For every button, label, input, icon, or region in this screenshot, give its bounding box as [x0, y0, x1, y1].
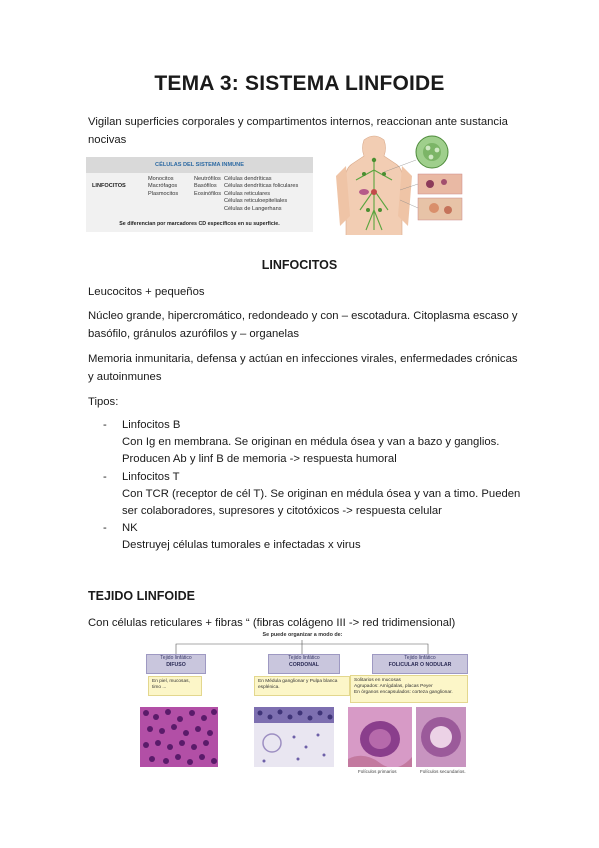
- note-line: Solitarios en mucosas: [354, 678, 401, 683]
- box-label: Tejido linfático: [160, 655, 192, 661]
- histology-difuso-image: [140, 707, 218, 767]
- type-desc: Con Ig en membrana. Se originan en médula ósea y van a bazo y ganglios. Producen Ab y linf B de memoria -> respuesta humoral: [122, 436, 500, 466]
- type-name: NK: [122, 522, 138, 535]
- box-title: DIFUSO: [166, 662, 186, 668]
- table-cell: Células dendríticas: [224, 176, 272, 182]
- table-cell: Monocitos: [148, 176, 174, 182]
- box-cordonal: [268, 654, 340, 674]
- linfocitos-p1: Leucocitos + pequeños: [88, 286, 205, 298]
- table-footer: Se diferencian por marcadores CD específicos en su superficie.: [119, 221, 280, 227]
- note-line: Agrupados: Amígdalas, placas Peyer: [354, 684, 433, 690]
- table-cell: Células de Langerhans: [224, 205, 282, 212]
- table-label: LINFOCITOS: [92, 183, 126, 189]
- box-title: CORDONAL: [289, 662, 319, 668]
- table-cell: Neutrófilos: [194, 176, 221, 182]
- page-title: TEMA 3: SISTEMA LINFOIDE: [154, 72, 445, 95]
- lymphatic-anatomy-illustration: [334, 130, 484, 235]
- table-header: CÉLULAS DEL SISTEMA INMUNE: [86, 157, 313, 173]
- note-difuso: En piel, mucosas, timo ...: [148, 676, 202, 696]
- list-item: - Linfocitos B Con Ig en membrana. Se originan en médula ósea y van a bazo y ganglios. Producen Ab y linf B de memoria -> respuesta humoral: [103, 417, 523, 469]
- box-folicular: [372, 654, 468, 674]
- immune-cells-table: [86, 157, 313, 232]
- table-cell: Eosinófilos: [194, 190, 222, 197]
- linfocitos-p3: Memoria inmunitaria, defensa y actúan en infecciones virales, enfermedades crónicas y autoinmunes: [88, 353, 518, 383]
- table-cell: Macrófagos: [148, 183, 178, 190]
- histology-folicular-primario-image: [348, 707, 412, 767]
- intro-paragraph: Vigilan superficies corporales y compartimentos internos, reaccionan ante sustancia nocivas: [88, 116, 508, 146]
- note-cordonal: En Médula ganglionar y Pulpa blanca esplénica.: [254, 676, 350, 696]
- box-title: FOLICULAR O NODULAR: [388, 662, 452, 668]
- list-item: - Linfocitos T Con TCR (receptor de cél T). Se originan en médula ósea y van a timo. Pueden ser colaboradores, supresores y citotóxicos -> respuesta celular: [103, 469, 523, 521]
- table-col-1: [148, 176, 178, 198]
- table-cell: Plasmocitos: [148, 190, 179, 197]
- linfocitos-p2: Núcleo grande, hipercromático, redondeado y con – escotadura. Citoplasma escaso y basófilo, gránulos azurófilos y – organelas: [88, 310, 518, 340]
- tejido-p1: Con células reticulares + fibras “ (fibras colágeno III -> red tridimensional): [88, 617, 456, 629]
- note-folicular: [350, 675, 468, 703]
- diagram-title: Se puede organizar a modo de:: [262, 632, 343, 638]
- lymphoid-tissue-diagram: [136, 632, 469, 782]
- box-label: Tejido linfático: [404, 655, 436, 661]
- histology-cordonal-image: [254, 707, 334, 767]
- histology-folicular-secundario-image: [416, 707, 466, 767]
- tipos-label: Tipos:: [88, 396, 119, 408]
- caption-primarios: Folículos primarios: [358, 769, 397, 774]
- table-col-2: [194, 176, 221, 198]
- caption-secundarios: Folículos secundarios.: [420, 769, 466, 774]
- table-cell: Células reticulares: [224, 190, 271, 197]
- types-list: [103, 417, 523, 555]
- type-desc: Con TCR (receptor de cél T). Se originan en médula ósea y van a timo. Pueden ser colaboradores, supresores y citotóxicos -> respuesta celular: [122, 487, 521, 518]
- table-cell: Células dendríticas foliculares: [224, 183, 299, 190]
- table-cell: Basófilos: [194, 183, 217, 190]
- box-label: Tejido linfático: [288, 655, 320, 661]
- type-desc: Destruyej células tumorales e infectadas x virus: [122, 539, 361, 552]
- type-name: Linfocitos T: [122, 470, 180, 483]
- box-difuso: [146, 654, 206, 674]
- diagram-connectors: [136, 632, 469, 656]
- table-cell: Células reticuloepiteliales: [224, 198, 288, 205]
- type-name: Linfocitos B: [122, 419, 181, 431]
- note-line: En órganos encapsulados: corteza ganglionar.: [354, 690, 453, 696]
- table-col-3: [224, 176, 298, 213]
- heading-tejido-linfoide: TEJIDO LINFOIDE: [88, 589, 195, 603]
- list-item: - NK Destruyej células tumorales e infectadas x virus: [103, 520, 523, 554]
- heading-linfocitos: LINFOCITOS: [261, 258, 338, 272]
